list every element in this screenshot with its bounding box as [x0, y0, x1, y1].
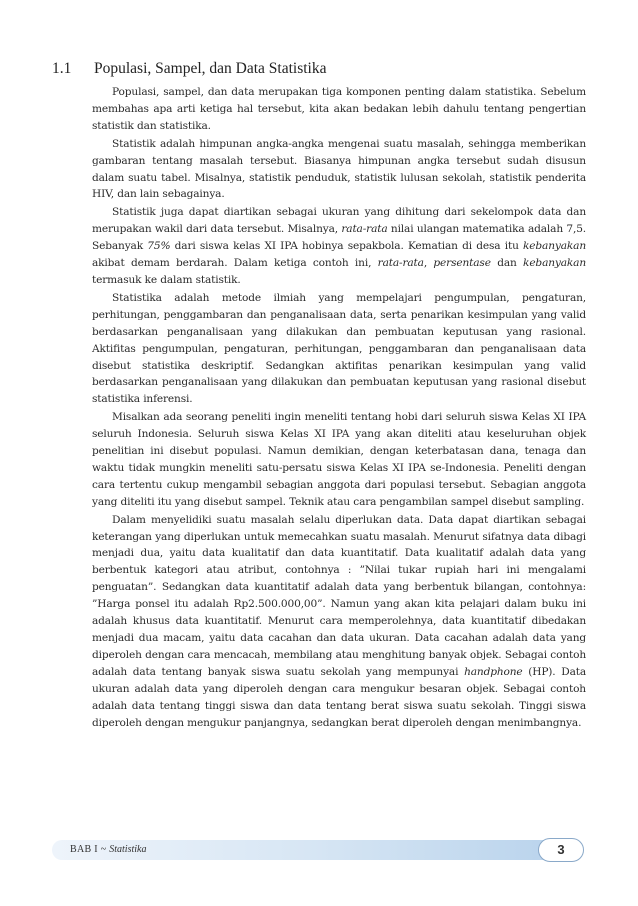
paragraph	[92, 136, 586, 204]
italic-term: handphone	[464, 665, 523, 678]
text-run: akibat demam berdarah. Dalam ketiga contoh ini,	[92, 257, 378, 270]
italic-term: kebanyakan	[523, 240, 586, 253]
paragraph	[92, 84, 586, 135]
section-number: 1.1	[52, 60, 72, 77]
page-number: 3	[538, 838, 584, 862]
text-run: Populasi, sampel, dan data merupakan tiga komponen penting dalam statistika. Sebelum membahas apa arti ketiga hal tersebut, kita akan bedakan lebih dahulu tentang pengertian statistik dan statistika.	[92, 86, 586, 132]
section-title: Populasi, Sampel, dan Data Statistika	[94, 60, 327, 77]
paragraph	[92, 409, 586, 510]
section-heading	[52, 60, 592, 78]
italic-term: 75%	[147, 240, 171, 253]
text-run: termasuk ke dalam statistik.	[92, 273, 241, 286]
paragraph	[92, 204, 586, 289]
paragraph	[92, 512, 586, 732]
text-run: Statistika adalah metode ilmiah yang mempelajari pengumpulan, pengaturan, perhitungan, penggambaran dan penganalisaan data, serta penarikan kesimpulan yang valid berdasarkan penganalisaan yang dilakukan dan pembuatan keputusan yang rasional. Aktifitas pengumpulan, pengaturan, perhitungan, penggambaran dan penganalisaan data disebut statistika deskriptif. Sedangkan aktifitas penarikan kesimpulan yang valid berdasarkan penganalisaan yang dilakukan dan pembuatan keputusan yang rasional disebut statistika inferensi.	[92, 291, 586, 406]
footer-chapter-label	[70, 844, 146, 855]
footer-chapter: BAB I	[70, 844, 98, 855]
body-text	[92, 84, 586, 731]
footer-separator: ~	[100, 844, 107, 855]
italic-term: kebanyakan	[523, 257, 587, 270]
italic-term: persentase	[433, 257, 491, 270]
text-run: Dalam menyelidiki suatu masalah selalu diperlukan data. Data dapat diartikan sebagai keterangan yang diperlukan untuk memecahkan suatu masalah. Menurut sifatnya data dibagi menjadi dua, yaitu data kualitatif dan data kuantitatif. Data kualitatif adalah data yang berbentuk kategori atau atribut, contohnya : ”Nilai tukar rupiah hari ini mengalami penguatan”. Sedangkan data kuantitatif adalah data yang berbentuk bilangan, contohnya: ”Harga ponsel itu adalah Rp2.500.000,00”. Namun yang akan kita pelajari dalam buku ini adalah khusus data kuantitatif. Menurut cara memperolehnya, data kuantitatif dibedakan menjadi dua macam, yaitu data cacahan dan data ukuran. Data cacahan adalah data yang diperoleh dengan cara mencacah, membilang atau menghitung banyak objek. Sebagai contoh adalah data tentang banyak siswa suatu sekolah yang mempunyai	[92, 513, 586, 678]
text-run: Statistik juga dapat diartikan sebagai ukuran yang dihitung dari sekelompok data dan merupakan wakil dari data tersebut. Misalnya,	[92, 206, 586, 236]
text-run: Statistik adalah himpunan angka-angka mengenai suatu masalah, sehingga memberikan gambaran tentang masalah tersebut. Biasanya himpunan angka tersebut sudah disusun dalam suatu tabel. Misalnya, statistik penduduk, statistik lulusan sekolah, statistik penderita HIV, dan lain sebagainya.	[92, 137, 586, 201]
text-run: dari siswa kelas XI IPA hobinya sepakbola. Kematian di desa itu	[170, 240, 524, 253]
page-footer	[52, 838, 586, 862]
text-run: dan	[490, 257, 524, 270]
text-run: Misalkan ada seorang peneliti ingin meneliti tentang hobi dari seluruh siswa Kelas XI IPA seluruh Indonesia. Seluruh siswa Kelas XI IPA yang akan diteliti atau keseluruhan objek penelitian ini disebut populasi. Namun demikian, dengan keterbatasan dana, tenaga dan waktu tidak mungkin meneliti satu-persatu siswa Kelas XI IPA se-Indonesia. Peneliti dengan cara tertentu cukup mengambil sebagian anggota dari populasi tersebut. Sebagian anggota yang diteliti itu yang disebut sampel. Teknik atau cara pengambilan sampel disebut sampling.	[92, 411, 586, 508]
paragraph	[92, 290, 586, 408]
italic-term: rata-rata	[341, 223, 388, 236]
footer-chapter-title: Statistika	[109, 844, 147, 855]
text-run: ,	[423, 257, 434, 270]
text-run: (HP). Data ukuran adalah data yang diperoleh dengan cara mengukur besaran objek. Sebagai contoh adalah data tentang tinggi siswa dan data tentang berat siswa suatu sekolah. Tinggi siswa diperoleh dengan mengukur panjangnya, sedangkan berat diperoleh dengan menimbangnya.	[92, 665, 587, 729]
text-run: nilai ulangan matematika adalah 7,5. Sebanyak	[92, 223, 586, 253]
italic-term: rata-rata	[377, 257, 424, 270]
